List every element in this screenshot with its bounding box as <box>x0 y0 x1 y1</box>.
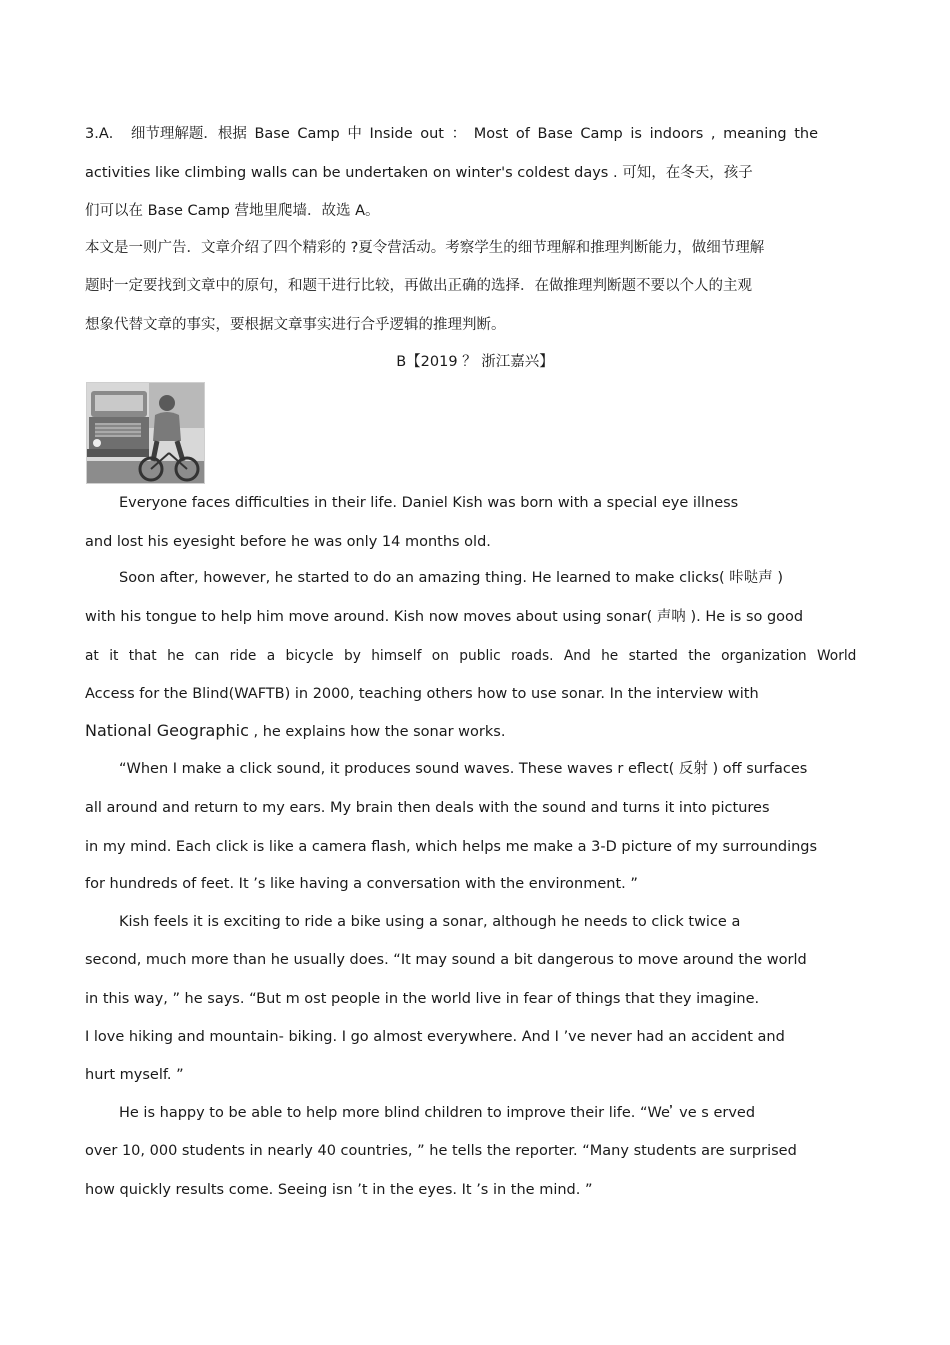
passage-p2-line-3: at it that he can ride a bicycle by himself on public roads. And he started the organization World <box>85 648 857 664</box>
analysis-line-1: 本文是一则广告．文章介绍了四个精彩的 ?夏令营活动。考察学生的细节理解和推理判断能力，做细节理解 <box>85 240 765 256</box>
passage-p2-line-2: with his tongue to help him move around. Kish now moves about using sonar( 声呐 ). He is so good <box>85 609 804 625</box>
passage-p4-line-3: in this way, ” he says. “But m ost people in the world live in fear of things that they imagine. <box>85 991 760 1007</box>
passage-p2-line-4: Access for the Blind(WAFTB) in 2000, teaching others how to use sonar. In the interview with <box>85 686 759 702</box>
cyclist-photo <box>86 382 205 484</box>
passage-p4-line-1: Kish feels it is exciting to ride a bike using a sonar, although he needs to click twice a <box>119 914 741 930</box>
passage-p2-line-5-rest: , he explains how the sonar works. <box>253 724 506 740</box>
passage-p5-line-2: over 10, 000 students in nearly 40 countries, ” he tells the reporter. “Many students are surprised <box>85 1143 797 1159</box>
section-heading: B【2019 ？ 浙江嘉兴】 <box>396 354 554 370</box>
analysis-line-2: 题时一定要找到文章中的原句，和题干进行比较，再做出正确的选择．在做推理判断题不要以个人的主观 <box>85 278 752 294</box>
answer-line-1: 3.A． 细节理解题．根据 Base Camp 中 Inside out ： Most of Base Camp is indoors , meaning the <box>85 126 819 142</box>
passage-p2-line-5 <box>85 721 865 742</box>
passage-p1-line-1: Everyone faces difficulties in their life. Daniel Kish was born with a special eye illness <box>119 495 739 511</box>
passage-p4-line-2: second, much more than he usually does. “It may sound a bit dangerous to move around the world <box>85 952 807 968</box>
analysis-line-3: 想象代替文章的事实，要根据文章事实进行合乎逻辑的推理判断。 <box>85 317 506 333</box>
passage-p3-line-4: for hundreds of feet. It ’s like having a conversation with the environment. ” <box>85 876 638 892</box>
answer-line-3: 们可以在 Base Camp 营地里爬墙．故选 A。 <box>85 203 380 219</box>
passage-p5-line-3: how quickly results come. Seeing isn ’t in the eyes. It ’s in the mind. ” <box>85 1182 593 1198</box>
cyclist-photo-graphic <box>87 383 204 483</box>
passage-p2-line-1: Soon after, however, he started to do an amazing thing. He learned to make clicks( 咔哒声 ) <box>119 570 784 586</box>
passage-p4-line-4: I love hiking and mountain- biking. I go almost everywhere. And I ’ve never had an accident and <box>85 1029 785 1045</box>
magazine-title: National Geographic <box>85 721 249 740</box>
passage-p4-line-5: hurt myself. ” <box>85 1067 184 1083</box>
passage-p3-line-2: all around and return to my ears. My brain then deals with the sound and turns it into pictures <box>85 800 770 816</box>
passage-p1-line-2: and lost his eyesight before he was only 14 months old. <box>85 534 491 550</box>
answer-line-2: activities like climbing walls can be undertaken on winter's coldest days . 可知，在冬天，孩子 <box>85 165 753 181</box>
passage-p5-line-1: He is happy to be able to help more blind children to improve their life. “We ̓ ve s erved <box>119 1105 756 1121</box>
passage-p3-line-1: “When I make a click sound, it produces sound waves. These waves r eflect( 反射 ) off surfaces <box>119 761 808 777</box>
passage-p3-line-3: in my mind. Each click is like a camera flash, which helps me make a 3-D picture of my surroundings <box>85 839 818 855</box>
